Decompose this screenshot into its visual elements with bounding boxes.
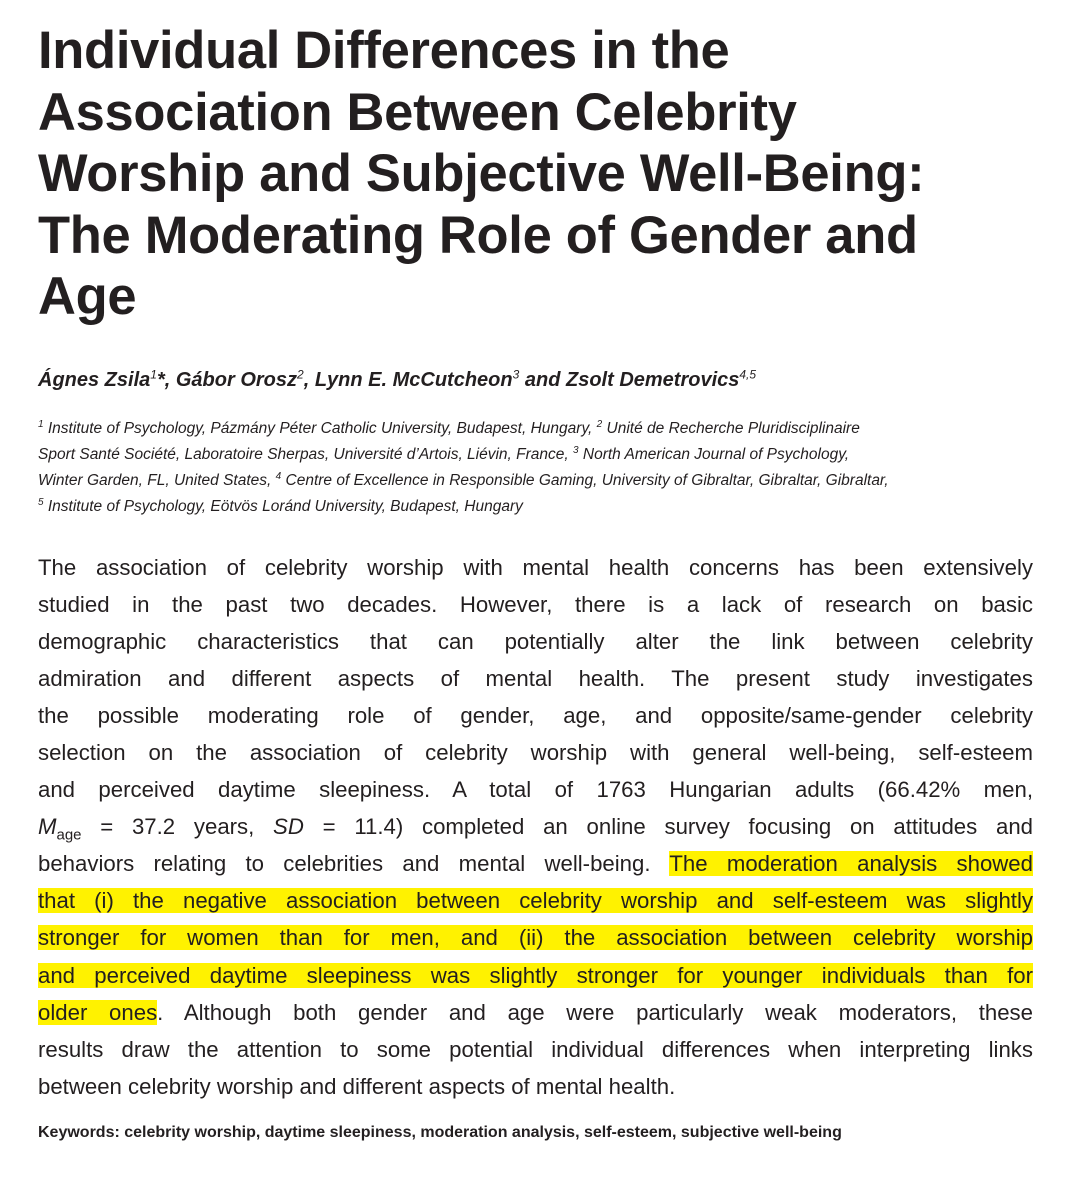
author-name: Zsolt Demetrovics	[565, 368, 740, 391]
abstract-line	[38, 808, 1033, 845]
affiliation-line	[38, 494, 1033, 520]
abstract-text: = 37.2 years,	[81, 814, 274, 840]
sd-symbol: SD	[273, 814, 304, 840]
title-line: Individual Differences in the	[38, 21, 730, 80]
keywords-label: Keywords:	[38, 1123, 120, 1141]
highlighted-finding: stronger for women than for men, and (ii) the association between celebrity worship	[38, 925, 1033, 951]
author-name: Gábor Orosz	[175, 368, 298, 391]
abstract-text: . Although both gender and age were particularly weak moderators, these	[157, 999, 1033, 1025]
highlighted-finding: older ones	[38, 999, 158, 1025]
article-title	[38, 20, 1033, 328]
title-line: The Moderating Role of Gender and	[38, 205, 918, 265]
author-name: Lynn E. McCutcheon	[314, 368, 513, 391]
affiliation-text: Institute of Psychology, Eötvös Loránd University, Budapest, Hungary	[43, 497, 523, 515]
title-line: Age	[38, 267, 137, 326]
affiliation-line	[38, 468, 1033, 494]
abstract-line	[38, 994, 1033, 1031]
article-page	[38, 20, 1033, 1144]
abstract-line: studied in the past two decades. However, there is a lack of research on basic	[38, 591, 1033, 617]
abstract-text: = 11.4) completed an online survey focusing on attitudes and	[303, 814, 1033, 840]
abstract-line: results draw the attention to some potential individual differences when interpreting links	[38, 1036, 1033, 1062]
keywords-text: celebrity worship, daytime sleepiness, moderation analysis, self-esteem, subjective well-being	[119, 1123, 842, 1141]
corresponding-author-marker: *	[156, 368, 165, 391]
abstract-line: and perceived daytime sleepiness. A total of 1763 Hungarian adults (66.42% men,	[38, 777, 1033, 803]
abstract-line: admiration and different aspects of mental health. The present study investigates	[38, 665, 1033, 691]
mean-symbol: M	[38, 814, 57, 840]
author-affiliation-marker: 4,5	[739, 366, 757, 381]
affiliation-text: Winter Garden, FL, United States,	[38, 471, 276, 489]
affiliation-list	[38, 416, 1033, 520]
affiliation-text: Unité de Recherche Pluridisciplinaire	[602, 419, 860, 437]
affiliation-number: 2	[596, 418, 603, 430]
affiliation-line	[38, 416, 1033, 442]
affiliation-text: Institute of Psychology, Pázmány Péter Catholic University, Budapest, Hungary,	[43, 419, 597, 437]
abstract-line	[38, 957, 1033, 994]
author-separator: and	[519, 368, 566, 391]
abstract-line: selection on the association of celebrity worship with general well-being, self-esteem	[38, 739, 1033, 765]
title-line: Association Between Celebrity	[38, 82, 797, 142]
affiliation-number: 5	[38, 496, 44, 508]
author-separator: ,	[303, 368, 315, 391]
highlighted-finding: that (i) the negative association between celebrity worship and self-esteem was slightly	[38, 888, 1033, 914]
affiliation-number: 3	[573, 444, 579, 456]
affiliation-number: 4	[275, 470, 282, 482]
abstract-line	[38, 882, 1033, 919]
author-affiliation-marker: 3	[512, 366, 520, 381]
author-list	[38, 366, 1033, 394]
abstract-line: The association of celebrity worship with mental health concerns has been extensively	[38, 554, 1033, 580]
affiliation-text: Centre of Excellence in Responsible Gaming, University of Gibraltar, Gibraltar, Gibraltar,	[281, 471, 889, 489]
abstract-line: demographic characteristics that can potentially alter the link between celebrity	[38, 628, 1033, 654]
affiliation-text: Sport Santé Société, Laboratoire Sherpas, Université d’Artois, Liévin, France,	[38, 445, 574, 463]
title-line: Worship and Subjective Well-Being:	[38, 144, 925, 203]
mean-subscript: age	[56, 826, 82, 844]
highlighted-finding: and perceived daytime sleepiness was slightly stronger for younger individuals than for	[38, 962, 1033, 988]
abstract-text: behaviors relating to celebrities and mental well-being.	[38, 851, 670, 877]
abstract-line: the possible moderating role of gender, age, and opposite/same-gender celebrity	[38, 702, 1033, 728]
affiliation-text: North American Journal of Psychology,	[578, 445, 850, 463]
abstract-line	[38, 845, 1033, 882]
author-name: Ágnes Zsila	[38, 368, 151, 391]
abstract-line	[38, 919, 1033, 956]
affiliation-number: 1	[38, 418, 44, 430]
highlighted-finding: The moderation analysis showed	[669, 851, 1033, 877]
affiliation-line	[38, 442, 1033, 468]
author-affiliation-marker: 1	[150, 366, 157, 381]
author-affiliation-marker: 2	[297, 366, 304, 381]
abstract	[38, 549, 1033, 1105]
abstract-line: between celebrity worship and different aspects of mental health.	[38, 1073, 676, 1099]
keywords	[38, 1122, 1033, 1144]
author-separator: ,	[164, 368, 176, 391]
